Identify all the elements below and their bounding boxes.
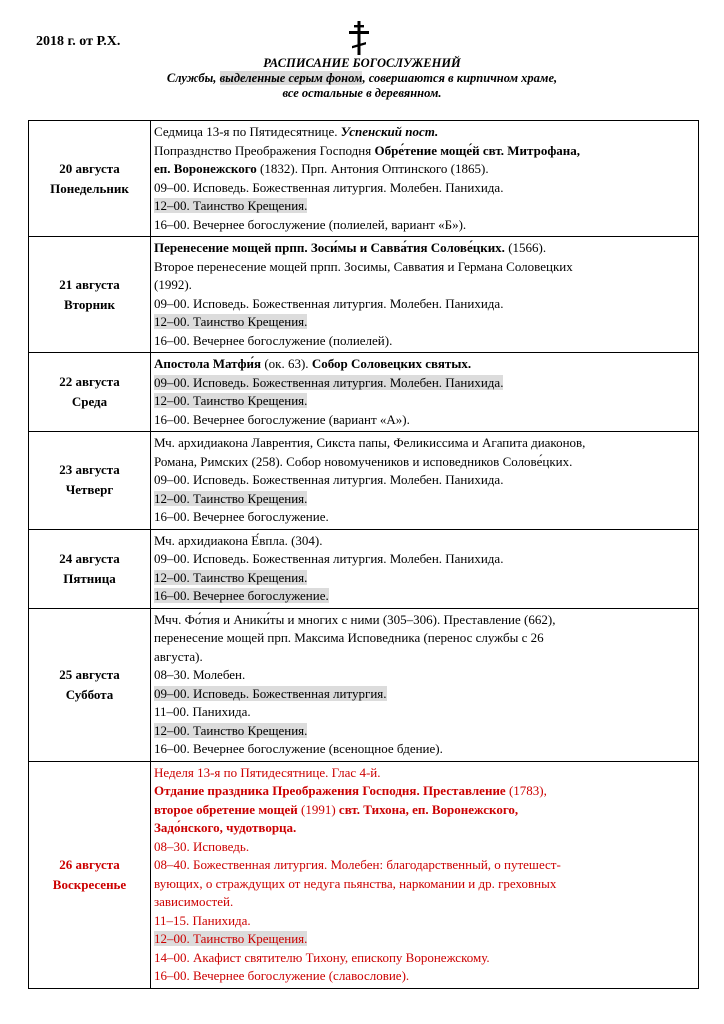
service-text-highlighted: 09–00. Исповедь. Божественная литургия. — [154, 685, 387, 701]
service-line: 08–40. Божественная литургия. Молебен: благодарственный, о путешест- — [154, 857, 561, 872]
day-weekday: Понедельник — [50, 180, 129, 196]
service-line — [154, 490, 695, 509]
service-line — [154, 392, 695, 411]
table-row — [29, 121, 699, 237]
service-text-highlighted: 16–00. Вечернее богослужение. — [154, 588, 329, 603]
legend-line — [0, 71, 724, 86]
event-text: (1566). — [504, 240, 547, 255]
event-line: августа). — [154, 648, 203, 664]
service-line: 11–15. Панихида. — [154, 912, 251, 928]
event-text: Попразднство Преображения Господня — [154, 142, 375, 158]
events-cell — [151, 761, 699, 988]
event-text: Отдание праздника Преображения Господня. Преставление — [154, 783, 506, 798]
event-line: Неделя 13-я по Пятидесятнице. Глас 4-й. — [154, 764, 381, 780]
event-text: (1783), — [505, 783, 547, 798]
legend-text: Службы, — [166, 71, 220, 85]
day-weekday: Пятница — [63, 570, 116, 586]
service-line — [154, 313, 695, 332]
event-text: (1991) — [297, 801, 339, 817]
year-label: 2018 г. от Р.Х. — [36, 34, 121, 49]
day-date: 26 августа — [59, 856, 120, 872]
page-title: РАСПИСАНИЕ БОГОСЛУЖЕНИЙ — [263, 56, 461, 70]
event-line: (1992). — [154, 277, 192, 292]
table-row — [29, 529, 699, 608]
event-line — [154, 123, 695, 142]
service-line: 08–30. Исповедь. — [154, 838, 250, 854]
service-text-highlighted: 12–00. Таинство Крещения. — [154, 198, 308, 213]
service-line: 16–00. Вечернее богослужение (всенощное бдение). — [154, 741, 443, 756]
day-date: 20 августа — [59, 160, 120, 176]
day-date: 25 августа — [59, 666, 120, 682]
day-cell — [29, 432, 151, 530]
event-line: перенесение мощей прп. Максима Исповедника (перенос службы с 26 — [154, 630, 544, 645]
orthodox-cross-icon — [346, 20, 372, 56]
service-line — [154, 569, 695, 588]
service-line — [154, 722, 695, 741]
day-cell — [29, 237, 151, 353]
service-line: зависимостей. — [154, 894, 234, 909]
schedule-table — [28, 120, 699, 989]
event-line: Задо́нского, чудотворца. — [154, 820, 297, 835]
day-weekday: Четверг — [65, 482, 114, 498]
event-line: Романа, Римских (258). Собор новомучеников и исповедников Солове́цких. — [154, 453, 573, 469]
page-header — [0, 56, 724, 101]
event-text: Апостола Матфи́я — [154, 356, 262, 371]
service-line: 16–00. Вечернее богослужение (вариант «А»). — [154, 411, 410, 427]
event-line: Мч. архидиакона Е́впла. (304). — [154, 532, 323, 548]
service-line: 09–00. Исповедь. Божественная литургия. Молебен. Панихида. — [154, 551, 504, 566]
event-text: еп. Воронежского — [154, 161, 257, 176]
legend-line-2: все остальные в деревянном. — [282, 86, 442, 100]
event-text: Перенесение мощей прпп. Зоси́мы и Савва́тия Солове́цких. — [154, 240, 505, 255]
events-cell — [151, 608, 699, 761]
day-date: 22 августа — [59, 374, 120, 389]
service-line: вующих, о страждущих от недуга пьянства, наркомании и др. греховных — [154, 875, 557, 891]
service-line — [154, 197, 695, 216]
day-date: 21 августа — [59, 276, 120, 292]
day-weekday: Воскресенье — [52, 876, 127, 892]
day-weekday: Среда — [71, 394, 108, 409]
event-line — [154, 782, 695, 801]
service-text-highlighted: 12–00. Таинство Крещения. — [154, 931, 308, 946]
event-text: (ок. 63). — [261, 356, 312, 371]
service-line: 16–00. Вечернее богослужение (полиелей, вариант «Б»). — [154, 216, 467, 232]
event-line: Мч. архидиакона Лаврентия, Сикста папы, Феликиссима и Агапита диаконов, — [154, 435, 586, 450]
event-line — [154, 239, 695, 258]
event-line: Второе перенесение мощей прпп. Зосимы, Савватия и Германа Соловецких — [154, 258, 573, 274]
event-text: свт. Тихона, еп. Воронежского, — [338, 801, 519, 817]
event-text: Успенский пост. — [340, 124, 439, 139]
day-cell — [29, 121, 151, 237]
event-text: (1832). Прп. Антония Оптинского (1865). — [256, 161, 489, 176]
table-row — [29, 432, 699, 530]
events-cell — [151, 237, 699, 353]
service-line: 09–00. Исповедь. Божественная литургия. Молебен. Панихида. — [154, 179, 504, 195]
legend-highlight: выделенные серым фоном — [219, 71, 363, 85]
service-line: 14–00. Акафист святителю Тихону, епископу Воронежскому. — [154, 949, 490, 965]
event-line — [154, 801, 695, 820]
service-line: 11–00. Панихида. — [154, 704, 251, 719]
service-line: 09–00. Исповедь. Божественная литургия. Молебен. Панихида. — [154, 295, 504, 311]
service-line: 08–30. Молебен. — [154, 667, 246, 682]
day-cell — [29, 353, 151, 432]
events-cell — [151, 121, 699, 237]
event-line: Мчч. Фо́тия и Аники́ты и многих с ними (305–306). Преставление (662), — [154, 611, 556, 627]
table-row — [29, 237, 699, 353]
event-line — [154, 160, 695, 179]
service-line: 09–00. Исповедь. Божественная литургия. Молебен. Панихида. — [154, 472, 504, 487]
day-cell — [29, 608, 151, 761]
service-text-highlighted: 12–00. Таинство Крещения. — [154, 314, 308, 329]
day-weekday: Вторник — [63, 296, 116, 312]
events-cell — [151, 432, 699, 530]
service-line — [154, 930, 695, 949]
service-line — [154, 685, 695, 704]
service-line — [154, 374, 695, 393]
service-text-highlighted: 12–00. Таинство Крещения. — [154, 569, 308, 585]
service-line: 16–00. Вечернее богослужение (славословие). — [154, 968, 410, 983]
events-cell — [151, 353, 699, 432]
day-cell — [29, 761, 151, 988]
event-line — [154, 355, 695, 374]
event-text: второе обретение мощей — [154, 801, 298, 817]
day-weekday: Суббота — [65, 686, 114, 702]
table-row — [29, 761, 699, 988]
legend-text: , совершаются в кирпичном храме, — [362, 71, 558, 85]
table-row — [29, 353, 699, 432]
service-line: 16–00. Вечернее богослужение. — [154, 509, 329, 524]
service-text-highlighted: 09–00. Исповедь. Божественная литургия. Молебен. Панихида. — [154, 374, 504, 390]
event-text: Седмица 13-я по Пятидесятнице. — [154, 124, 341, 139]
table-row — [29, 608, 699, 761]
day-cell — [29, 529, 151, 608]
event-text: Обре́тение моще́й свт. Митрофана, — [374, 142, 581, 158]
event-line — [154, 142, 695, 161]
events-cell — [151, 529, 699, 608]
service-text-highlighted: 12–00. Таинство Крещения. — [154, 490, 308, 506]
day-date: 24 августа — [59, 550, 120, 566]
service-line: 16–00. Вечернее богослужение (полиелей). — [154, 332, 393, 348]
event-text: Собор Соловецких святых. — [311, 356, 472, 371]
day-date: 23 августа — [59, 462, 120, 478]
service-text-highlighted: 12–00. Таинство Крещения. — [154, 722, 308, 738]
service-line — [154, 587, 695, 606]
service-text-highlighted: 12–00. Таинство Крещения. — [154, 393, 308, 408]
